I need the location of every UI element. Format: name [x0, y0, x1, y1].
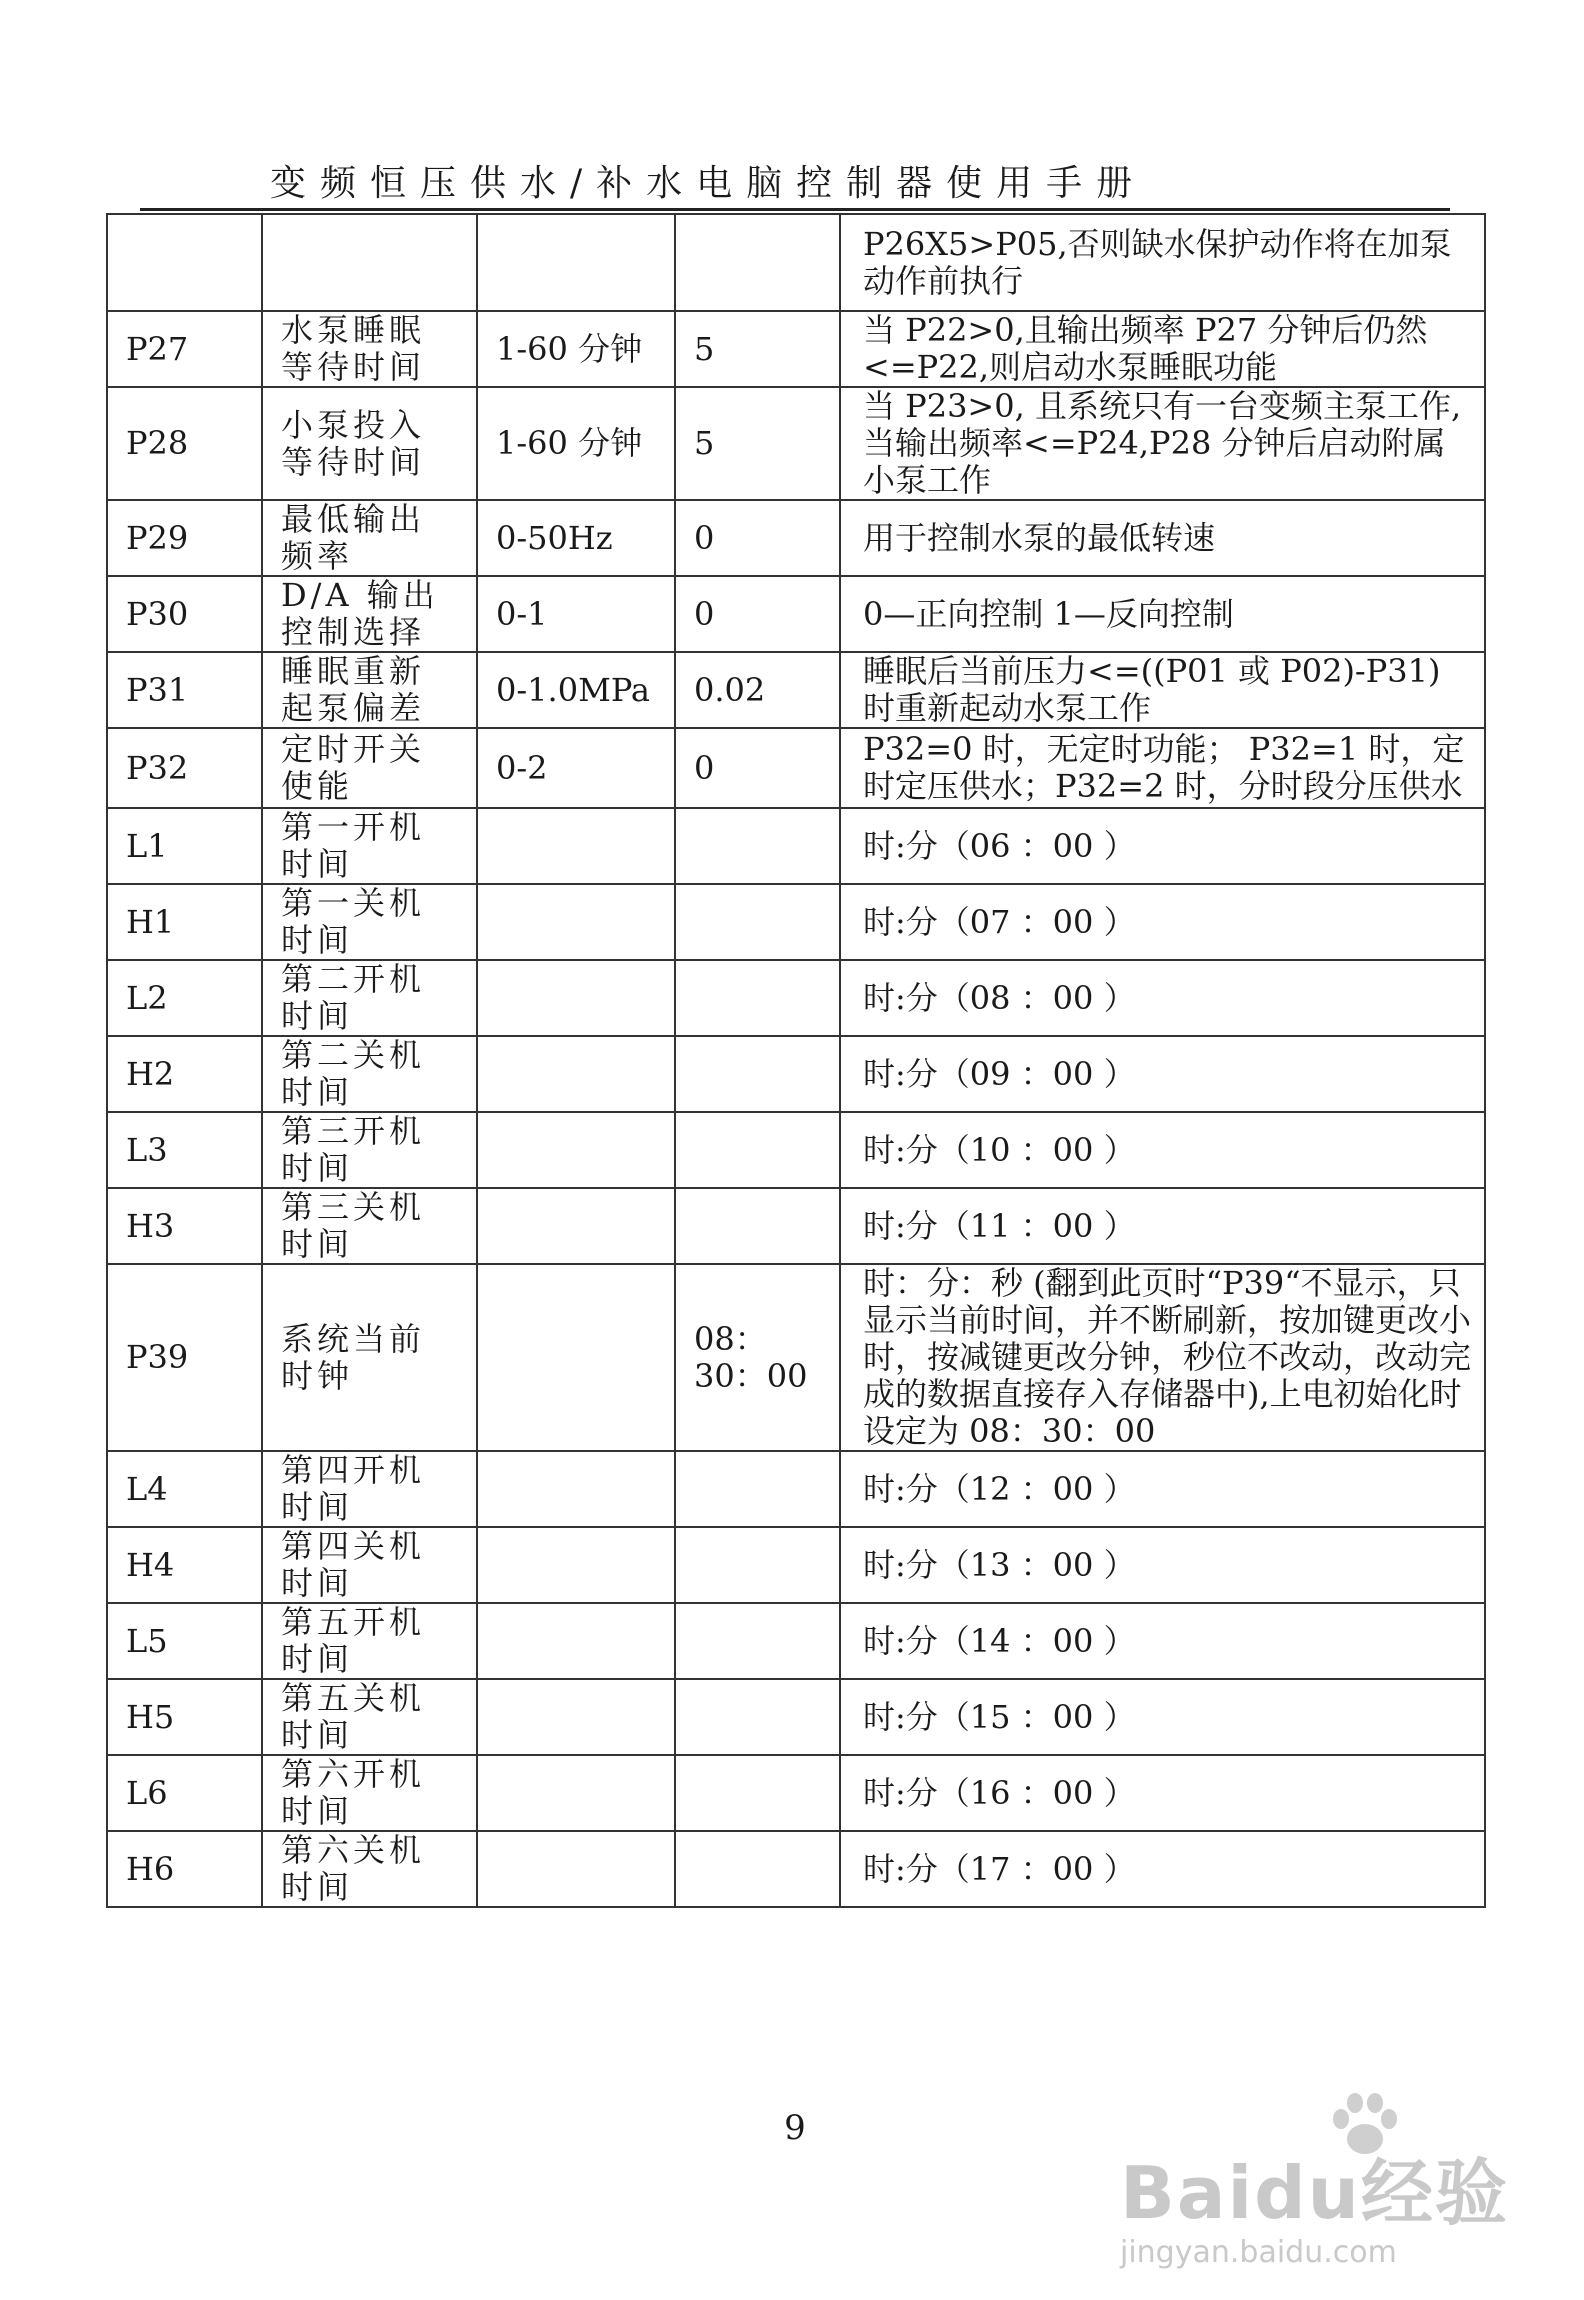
- param-code: L3: [107, 1112, 262, 1188]
- param-code: P31: [107, 652, 262, 728]
- param-name: 第五关机时间: [262, 1679, 477, 1755]
- watermark-url: jingyan.baidu.com: [1120, 2235, 1397, 2270]
- param-description: 睡眠后当前压力<=((P01 或 P02)-P31)时重新起动水泵工作: [840, 652, 1485, 728]
- param-default: [675, 1755, 840, 1831]
- param-description: 时:分（07 ：00 ）: [840, 884, 1485, 960]
- param-code: H5: [107, 1679, 262, 1755]
- param-default: [675, 1036, 840, 1112]
- table-row: [107, 1451, 1485, 1527]
- param-name: 第一开机时间: [262, 808, 477, 884]
- param-description: 时:分（12 ：00 ）: [840, 1451, 1485, 1527]
- page-number: 9: [784, 2108, 806, 2148]
- param-description: 时:分（06 ：00 ）: [840, 808, 1485, 884]
- param-code: L6: [107, 1755, 262, 1831]
- param-name: 睡眠重新起泵偏差: [262, 652, 477, 728]
- param-description: 时:分（14 ：00 ）: [840, 1603, 1485, 1679]
- param-range: [477, 960, 675, 1036]
- param-description: 0—正向控制 1—反向控制: [840, 576, 1485, 652]
- param-range: 1-60 分钟: [477, 311, 675, 387]
- table-row: [107, 1679, 1485, 1755]
- param-code: P39: [107, 1264, 262, 1451]
- param-name: 最低输出频率: [262, 500, 477, 576]
- param-range: [477, 1831, 675, 1907]
- param-default: [675, 884, 840, 960]
- param-range: 0-1: [477, 576, 675, 652]
- parameter-table: [106, 213, 1486, 1908]
- param-name: 第一关机时间: [262, 884, 477, 960]
- param-range: [477, 1451, 675, 1527]
- param-range: [477, 1036, 675, 1112]
- param-default: 0.02: [675, 652, 840, 728]
- table-row: [107, 1036, 1485, 1112]
- param-range: [477, 1527, 675, 1603]
- param-name: 第六开机时间: [262, 1755, 477, 1831]
- param-range: [477, 1112, 675, 1188]
- param-range: [477, 808, 675, 884]
- param-range: 0-50Hz: [477, 500, 675, 576]
- table-row: [107, 214, 1485, 311]
- param-code: H3: [107, 1188, 262, 1264]
- table-row: [107, 728, 1485, 808]
- param-description: 当 P23>0, 且系统只有一台变频主泵工作,当输出频率<=P24,P28 分钟后启动附属小泵工作: [840, 387, 1485, 500]
- param-code: L4: [107, 1451, 262, 1527]
- table-row: [107, 652, 1485, 728]
- param-description: 用于控制水泵的最低转速: [840, 500, 1485, 576]
- param-name: 第三开机时间: [262, 1112, 477, 1188]
- param-description: 时:分（17 ：00 ）: [840, 1831, 1485, 1907]
- param-description: 当 P22>0,且输出频率 P27 分钟后仍然<=P22,则启动水泵睡眠功能: [840, 311, 1485, 387]
- param-name: [262, 214, 477, 311]
- param-default: [675, 1451, 840, 1527]
- param-code: H1: [107, 884, 262, 960]
- table-row: [107, 884, 1485, 960]
- param-description: 时:分（10 ：00 ）: [840, 1112, 1485, 1188]
- table-row: [107, 1527, 1485, 1603]
- watermark: [1120, 2085, 1560, 2285]
- param-code: L1: [107, 808, 262, 884]
- param-code: L5: [107, 1603, 262, 1679]
- param-name: 第四开机时间: [262, 1451, 477, 1527]
- param-description: 时:分（13 ：00 ）: [840, 1527, 1485, 1603]
- param-code: L2: [107, 960, 262, 1036]
- table-row: [107, 500, 1485, 576]
- param-default: [675, 1188, 840, 1264]
- param-name: D/A 输出控制选择: [262, 576, 477, 652]
- table-row: [107, 387, 1485, 500]
- table-row: [107, 808, 1485, 884]
- param-range: 0-1.0MPa: [477, 652, 675, 728]
- param-default: 0: [675, 576, 840, 652]
- param-default: [675, 1527, 840, 1603]
- param-description: 时：分：秒 (翻到此页时“P39“不显示，只显示当前时间，并不断刷新，按加键更改小时，按减键更改分钟，秒位不改动，改动完成的数据直接存入存储器中),上电初始化时设定为 08：30：00: [840, 1264, 1485, 1451]
- param-range: 1-60 分钟: [477, 387, 675, 500]
- param-default: [675, 1679, 840, 1755]
- param-code: P28: [107, 387, 262, 500]
- table-row: [107, 1831, 1485, 1907]
- table-row: [107, 1188, 1485, 1264]
- table-row: [107, 1603, 1485, 1679]
- param-description: 时:分（11 ：00 ）: [840, 1188, 1485, 1264]
- param-default: [675, 960, 840, 1036]
- param-name: 水泵睡眠等待时间: [262, 311, 477, 387]
- table-row: [107, 960, 1485, 1036]
- table-row: [107, 1264, 1485, 1451]
- param-name: 定时开关使能: [262, 728, 477, 808]
- param-default: [675, 1831, 840, 1907]
- param-default: [675, 214, 840, 311]
- table-row: [107, 1755, 1485, 1831]
- param-description: 时:分（16 ：00 ）: [840, 1755, 1485, 1831]
- param-code: H6: [107, 1831, 262, 1907]
- param-description: P32=0 时，无定时功能； P32=1 时，定时定压供水；P32=2 时，分时段分压供水: [840, 728, 1485, 808]
- param-default: 5: [675, 387, 840, 500]
- param-name: 第五开机时间: [262, 1603, 477, 1679]
- param-description: 时:分（09 ：00 ）: [840, 1036, 1485, 1112]
- param-name: 第三关机时间: [262, 1188, 477, 1264]
- param-name: 第二关机时间: [262, 1036, 477, 1112]
- param-default: [675, 1112, 840, 1188]
- param-default: [675, 808, 840, 884]
- param-description: P26X5>P05,否则缺水保护动作将在加泵动作前执行: [840, 214, 1485, 311]
- param-code: [107, 214, 262, 311]
- param-default: 0: [675, 728, 840, 808]
- param-code: P27: [107, 311, 262, 387]
- param-range: 0-2: [477, 728, 675, 808]
- param-code: P29: [107, 500, 262, 576]
- param-code: P32: [107, 728, 262, 808]
- param-default: 0: [675, 500, 840, 576]
- param-default: 08：30：00: [675, 1264, 840, 1451]
- param-code: P30: [107, 576, 262, 652]
- param-default: [675, 1603, 840, 1679]
- param-range: [477, 1679, 675, 1755]
- param-description: 时:分（08 ：00 ）: [840, 960, 1485, 1036]
- table-row: [107, 311, 1485, 387]
- param-code: H2: [107, 1036, 262, 1112]
- watermark-brand: Baidu经验: [1120, 2151, 1509, 2235]
- page-header: 变频恒压供水/补水电脑控制器使用手册: [270, 163, 1147, 204]
- param-description: 时:分（15 ：00 ）: [840, 1679, 1485, 1755]
- param-range: [477, 884, 675, 960]
- table-row: [107, 576, 1485, 652]
- param-name: 第六关机时间: [262, 1831, 477, 1907]
- header-rule: [140, 208, 1450, 211]
- param-range: [477, 1755, 675, 1831]
- param-name: 第四关机时间: [262, 1527, 477, 1603]
- param-default: 5: [675, 311, 840, 387]
- param-name: 系统当前时钟: [262, 1264, 477, 1451]
- param-range: [477, 1264, 675, 1451]
- param-range: [477, 214, 675, 311]
- param-name: 第二开机时间: [262, 960, 477, 1036]
- param-range: [477, 1603, 675, 1679]
- param-range: [477, 1188, 675, 1264]
- param-name: 小泵投入等待时间: [262, 387, 477, 500]
- table-row: [107, 1112, 1485, 1188]
- param-code: H4: [107, 1527, 262, 1603]
